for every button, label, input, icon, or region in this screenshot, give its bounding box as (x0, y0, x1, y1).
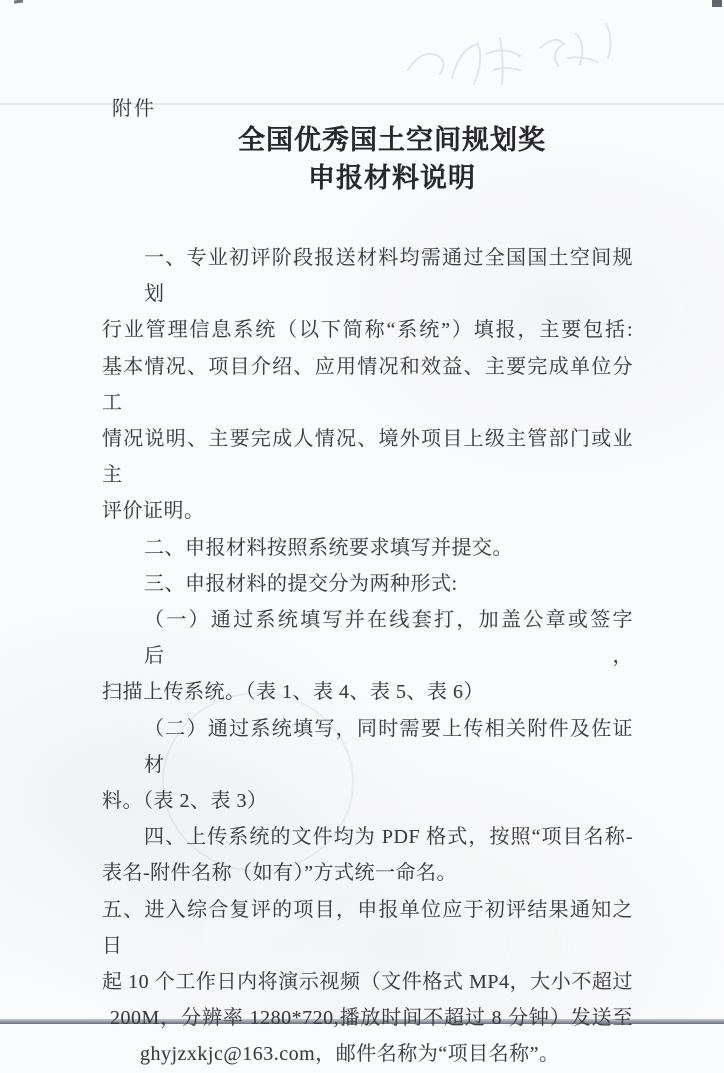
document-title-line2: 申报材料说明 (308, 163, 476, 193)
document-body (102, 240, 633, 1073)
body-line: ghyjzxkjc@163.com，邮件名称为“项目名称”。 (140, 1043, 560, 1066)
body-line: 基本情况、项目介绍、应用情况和效益、主要完成单位分工 (102, 355, 633, 414)
body-line: 五、进入综合复评的项目，申报单位应于初评结果通知之日 (102, 898, 633, 957)
body-line: 表名-附件名称（如有）”方式统一命名。 (102, 862, 458, 885)
body-line: 料。（表 2、表 3） (102, 790, 268, 813)
body-line: 评价证明。 (102, 500, 205, 523)
body-line: 起 10 个工作日内将演示视频（文件格式 MP4，大小不超过 (102, 971, 633, 994)
body-line: 情况说明、主要完成人情况、境外项目上级主管部门或业主 (102, 428, 633, 487)
body-line: 200M，分辨率 1280*720,播放时间不超过 8 分钟）发送至 (110, 1007, 633, 1030)
document-title-line1: 全国优秀国土空间规划奖 (238, 125, 546, 155)
document-title (0, 121, 724, 197)
body-line: 一、专业初评阶段报送材料均需通过全国国土空间规划 (144, 247, 633, 306)
body-line: 四、上传系统的文件均为 PDF 格式，按照“项目名称- (144, 826, 633, 849)
body-line: 三、申报材料的提交分为两种形式: (144, 572, 458, 595)
ink-bleed-through-marks (390, 8, 630, 103)
body-line: （二）通过系统填写，同时需要上传相关附件及佐证材 (144, 717, 633, 776)
body-line: 扫描上传系统。（表 1、表 4、表 5、表 6） (102, 681, 484, 704)
body-line: 二、申报材料按照系统要求填写并提交。 (144, 536, 513, 559)
scan-corner-mark-right (712, 0, 722, 7)
attachment-label: 附件 (112, 98, 156, 120)
scan-hairline (0, 103, 724, 105)
scan-corner-mark-left (14, 0, 23, 4)
body-line: 行业管理信息系统（以下简称“系统”）填报，主要包括: (102, 319, 633, 342)
body-line: （一）通过系统填写并在线套打，加盖公章或签字后， (144, 609, 633, 668)
